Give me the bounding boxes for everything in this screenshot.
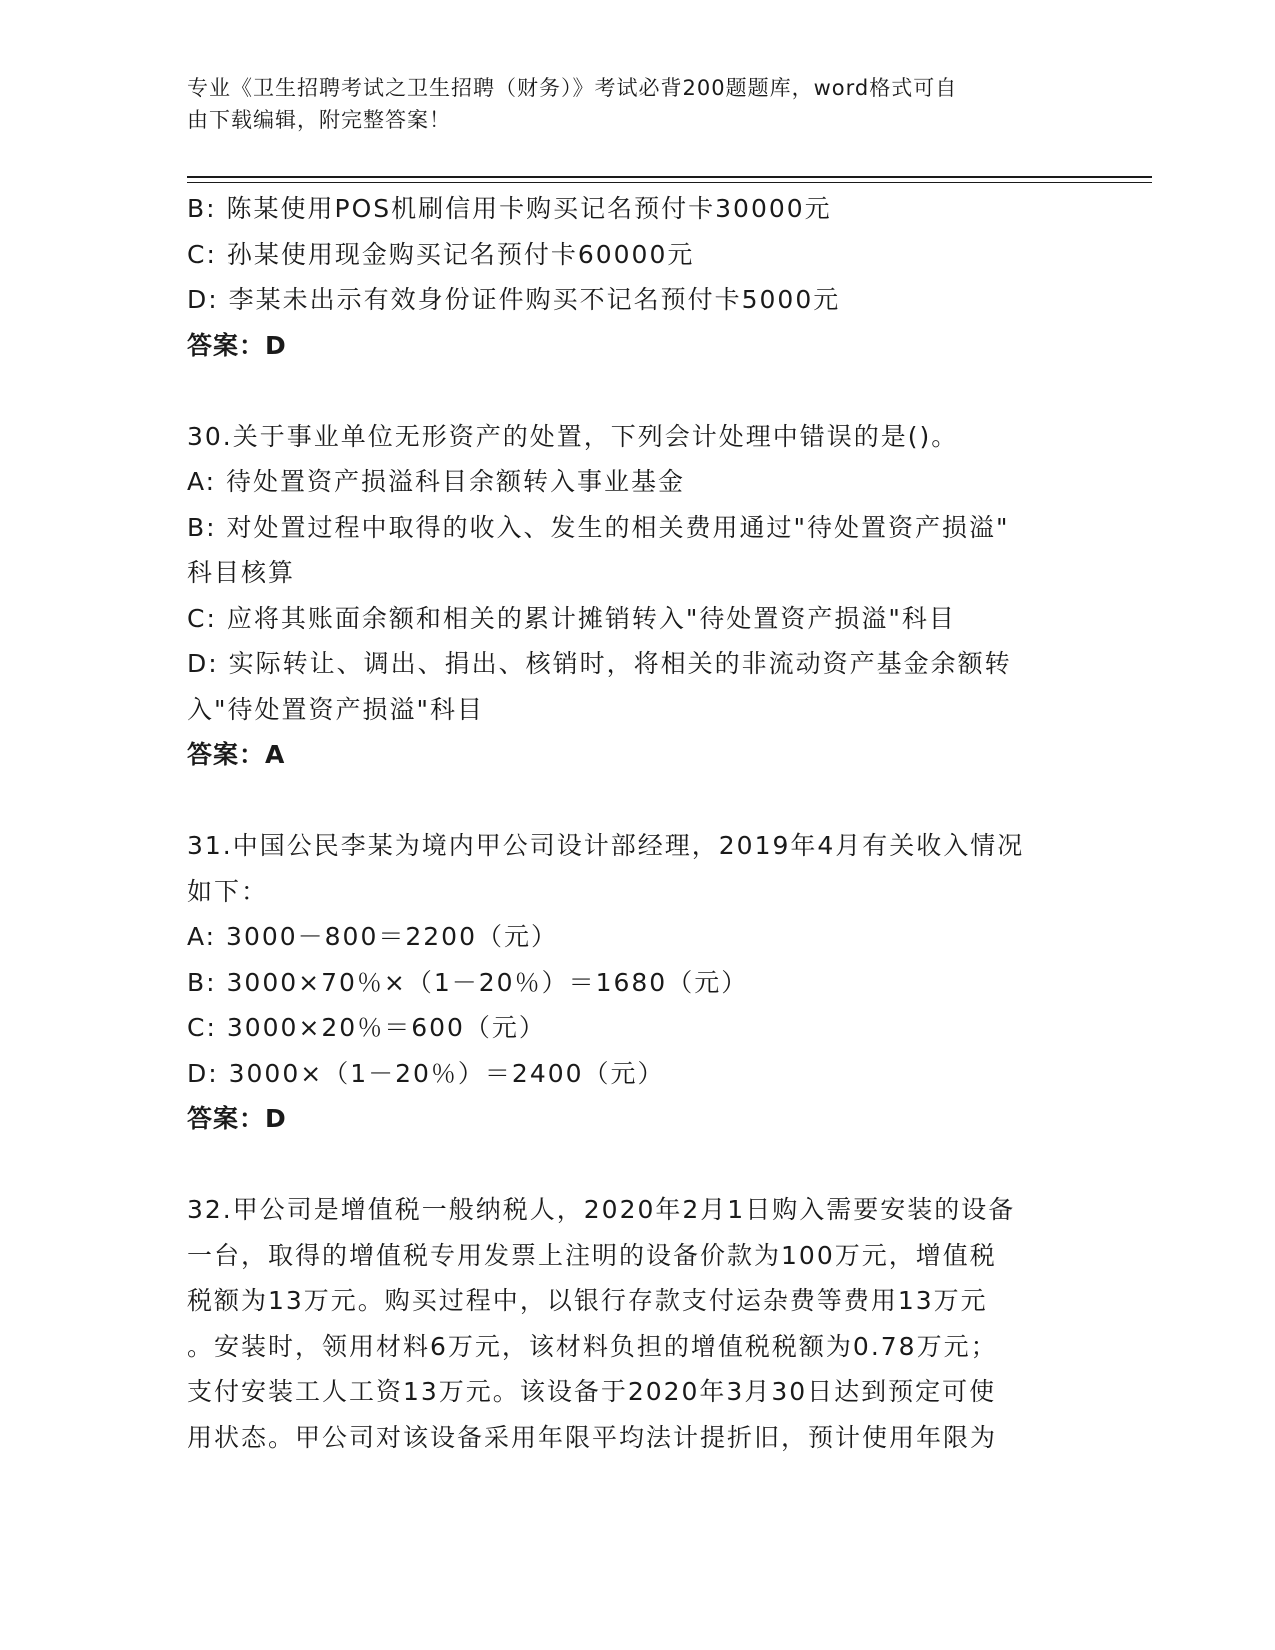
question-stem-continued: 如下：	[187, 876, 269, 906]
header-divider-thick	[187, 176, 1152, 178]
answer-label: 答案：D	[187, 330, 287, 360]
option-b: B: 对处置过程中取得的收入、发生的相关费用通过"待处置资产损溢"	[187, 512, 1010, 542]
option-d: D: 李某未出示有效身份证件购买不记名预付卡5000元	[187, 285, 841, 314]
header-divider-thin	[187, 182, 1152, 183]
page-header	[187, 72, 1067, 136]
question-stem-continued: 用状态。甲公司对该设备采用年限平均法计提折旧，预计使用年限为	[187, 1422, 998, 1452]
question-stem: 31.中国公民李某为境内甲公司设计部经理，2019年4月有关收入情况	[187, 831, 1025, 860]
question-stem-continued: 一台，取得的增值税专用发票上注明的设备价款为100万元，增值税	[187, 1240, 997, 1270]
question-31	[187, 823, 1087, 1142]
question-body	[187, 186, 1087, 1460]
option-a: A: 3000－800＝2200（元）	[187, 922, 558, 951]
option-a: A: 待处置资产损溢科目余额转入事业基金	[187, 467, 686, 496]
header-line: 由下载编辑，附完整答案！	[187, 108, 451, 132]
question-stem-continued: 税额为13万元。购买过程中，以银行存款支付运杂费等费用13万元	[187, 1286, 988, 1315]
option-d-continued: 入"待处置资产损溢"科目	[187, 694, 484, 724]
option-c: C: 应将其账面余额和相关的累计摊销转入"待处置资产损溢"科目	[187, 603, 956, 633]
option-b-continued: 科目核算	[187, 558, 296, 587]
option-b: B: 3000×70％×（1－20％）＝1680（元）	[187, 967, 749, 997]
question-stem-continued: 。安装时，领用材料6万元，该材料负担的增值税税额为0.78万元；	[187, 1331, 998, 1361]
option-c: C: 3000×20％＝600（元）	[187, 1013, 546, 1042]
answer-label: 答案：A	[187, 740, 286, 769]
question-stem-continued: 支付安装工人工资13万元。该设备于2020年3月30日达到预定可使	[187, 1377, 997, 1406]
option-d: D: 3000×（1－20％）＝2400（元）	[187, 1058, 665, 1088]
header-line: 专业《卫生招聘考试之卫生招聘（财务）》考试必背200题题库，word格式可自	[187, 76, 958, 100]
question-spacer	[187, 778, 1087, 824]
question-30	[187, 414, 1087, 778]
question-spacer	[187, 1142, 1087, 1188]
question-29-tail	[187, 186, 1087, 368]
option-c: C: 孙某使用现金购买记名预付卡60000元	[187, 239, 695, 269]
question-stem: 30.关于事业单位无形资产的处置，下列会计处理中错误的是()。	[187, 421, 959, 451]
question-spacer	[187, 368, 1087, 414]
option-d: D: 实际转让、调出、捐出、核销时，将相关的非流动资产基金余额转	[187, 649, 1012, 678]
question-32	[187, 1187, 1087, 1460]
answer-label: 答案：D	[187, 1104, 287, 1133]
option-b: B: 陈某使用POS机刷信用卡购买记名预付卡30000元	[187, 194, 832, 223]
question-stem: 32.甲公司是增值税一般纳税人，2020年2月1日购入需要安装的设备	[187, 1195, 1016, 1224]
